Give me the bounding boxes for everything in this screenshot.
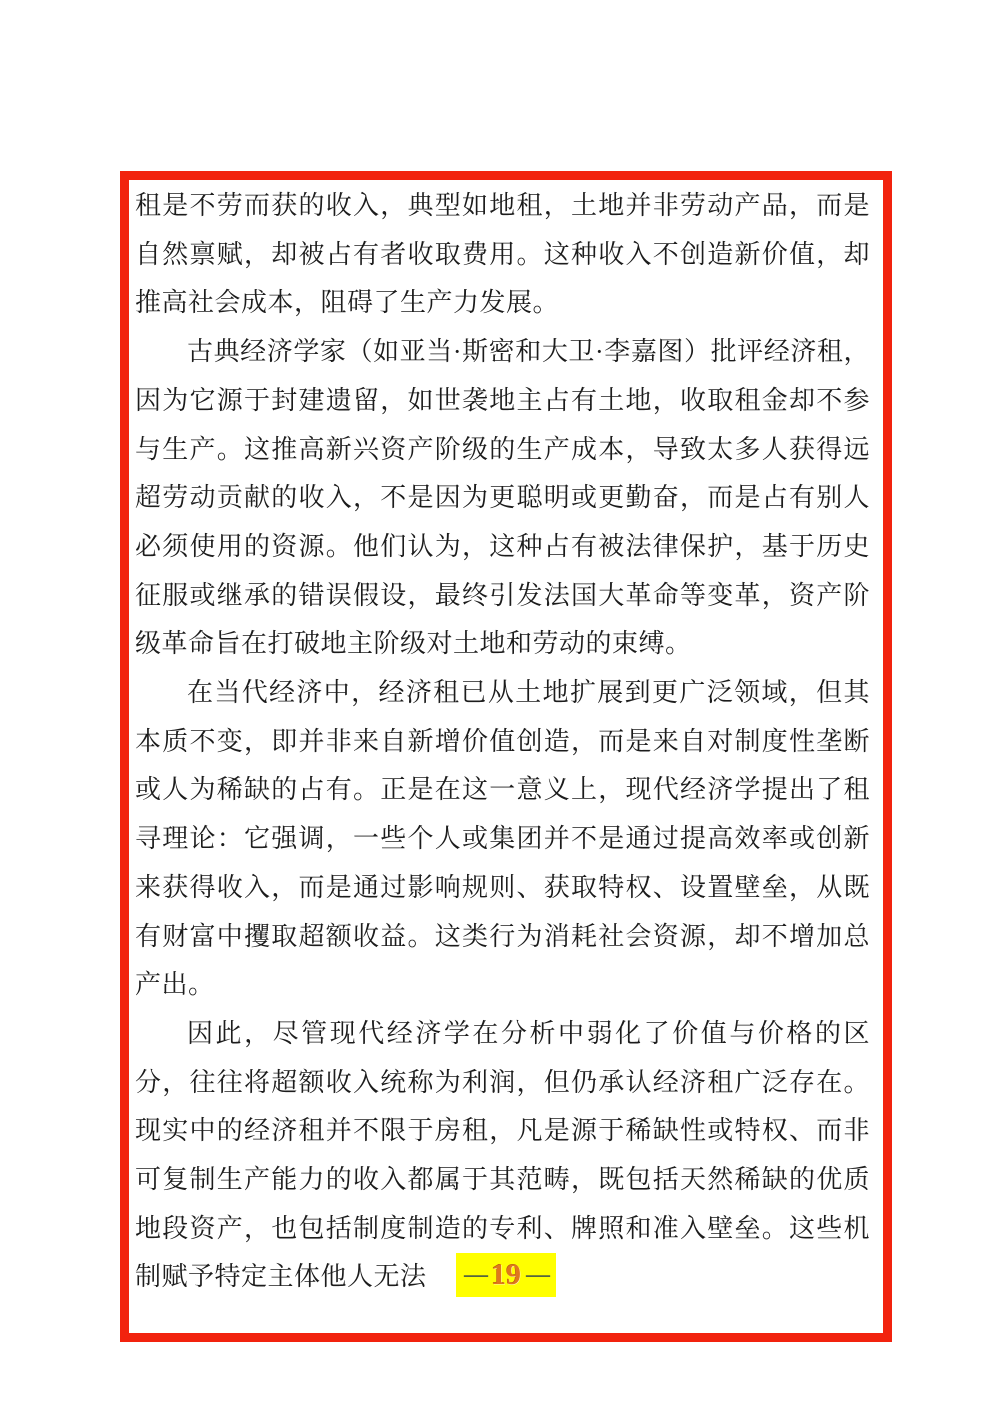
page-number-dash-left: — (464, 1262, 486, 1288)
paragraph-4: 因此，尽管现代经济学在分析中弱化了价值与价格的区分，往往将超额收入统称为利润，但仍承认经济租广泛存在。现实中的经济租并不限于房租，凡是源于稀缺性或特权、而非可复制生产能力的收入都属于其范畴，既包括天然稀缺的优质地段资产，也包括制度制造的专利、牌照和准入壁垒。这些机制赋予特定主体他人无法 (135, 1018, 870, 1292)
text-content (129, 180, 883, 1302)
page-number-dash-right: — (526, 1262, 548, 1288)
paragraph-2: 古典经济学家（如亚当·斯密和大卫·李嘉图）批评经济租，因为它源于封建遗留，如世袭地主占有土地，收取租金却不参与生产。这推高新兴资产阶级的生产成本，导致太多人获得远超劳动贡献的收入，不是因为更聪明或更勤奋，而是占有别人必须使用的资源。他们认为，这种占有被法律保护，基于历史征服或继承的错误假设，最终引发法国大革命等变革，资产阶级革命旨在打破地主阶级对土地和劳动的束缚。 (135, 337, 870, 659)
paragraph-3: 在当代经济中，经济租已从土地扩展到更广泛领域，但其本质不变，即并非来自新增价值创造，而是来自对制度性垄断或人为稀缺的占有。正是在这一意义上，现代经济学提出了租寻理论：它强调，一些个人或集团并不是通过提高效率或创新来获得收入，而是通过影响规则、获取特权、设置壁垒，从既有财富中攫取超额收益。这类行为消耗社会资源，却不增加总产出。 (135, 678, 870, 1000)
page-number-badge (456, 1253, 556, 1297)
page-number: 19 (491, 1258, 521, 1291)
paragraph-1: 租是不劳而获的收入，典型如地租，土地并非劳动产品，而是自然禀赋，却被占有者收取费用。这种收入不创造新价值，却推高社会成本，阻碍了生产力发展。 (135, 191, 870, 318)
red-border-frame (120, 171, 892, 1342)
